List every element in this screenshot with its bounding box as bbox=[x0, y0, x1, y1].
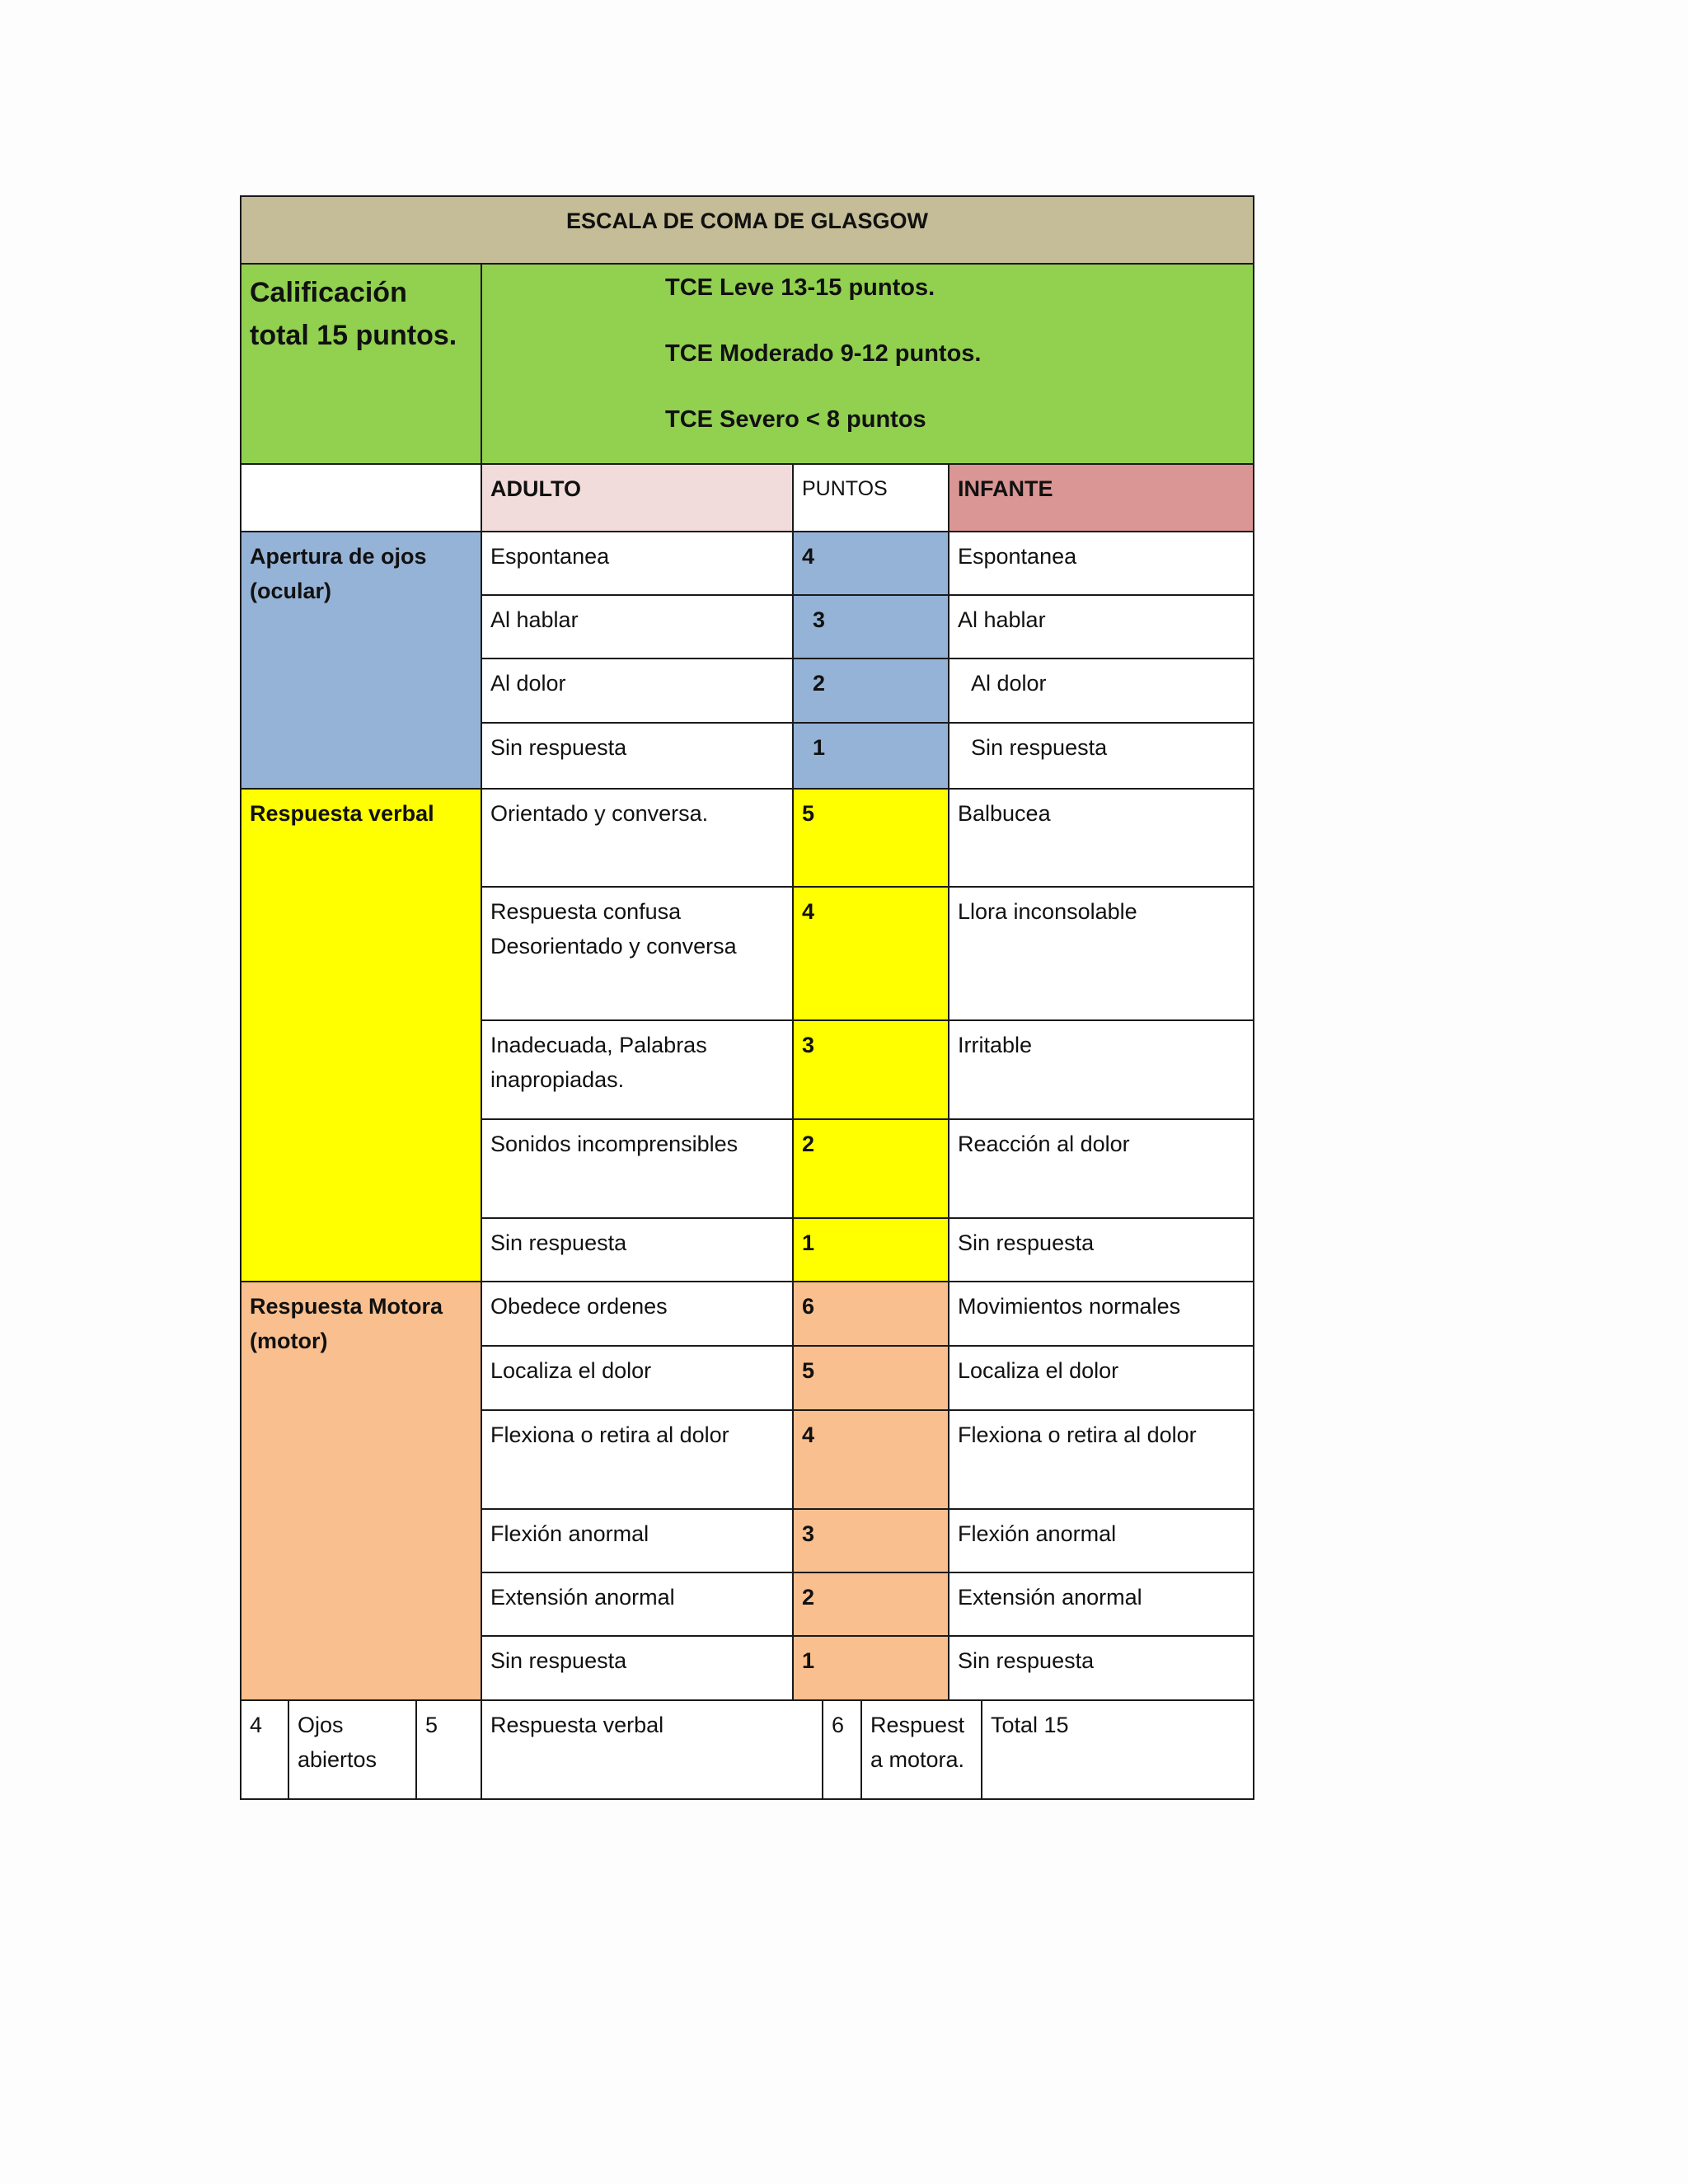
adulto-cell: Espontanea bbox=[481, 532, 793, 595]
severity-level-leve: TCE Leve 13-15 puntos. bbox=[665, 274, 935, 301]
infante-cell: Al hablar bbox=[949, 595, 1254, 658]
summary-ojos-label: Ojos abiertos bbox=[288, 1700, 416, 1799]
infante-cell: Al dolor bbox=[949, 658, 1254, 723]
puntos-cell: 1 bbox=[793, 1636, 949, 1700]
adulto-cell: Inadecuada, Palabras inapropiadas. bbox=[481, 1020, 793, 1119]
puntos-cell: 2 bbox=[793, 658, 949, 723]
puntos-cell: 4 bbox=[793, 532, 949, 595]
table-title: ESCALA DE COMA DE GLASGOW bbox=[241, 196, 1254, 264]
puntos-cell: 5 bbox=[793, 1346, 949, 1410]
infante-cell: Sin respuesta bbox=[949, 1636, 1254, 1700]
infante-cell: Flexión anormal bbox=[949, 1509, 1254, 1572]
summary-table bbox=[240, 1699, 1254, 1800]
puntos-cell: 2 bbox=[793, 1119, 949, 1218]
summary-ojos-num: 4 bbox=[241, 1700, 288, 1799]
puntos-cell: 1 bbox=[793, 1218, 949, 1282]
header-blank bbox=[241, 464, 481, 532]
puntos-cell: 3 bbox=[793, 1509, 949, 1572]
infante-cell: Balbucea bbox=[949, 789, 1254, 887]
severity-levels-cell bbox=[481, 264, 1254, 464]
infante-cell: Extensión anormal bbox=[949, 1572, 1254, 1636]
section-label-ocular: Apertura de ojos (ocular) bbox=[241, 532, 481, 789]
infante-cell: Movimientos normales bbox=[949, 1282, 1254, 1346]
infante-cell: Sin respuesta bbox=[949, 723, 1254, 789]
puntos-cell: 1 bbox=[793, 723, 949, 789]
adulto-cell: Sin respuesta bbox=[481, 723, 793, 789]
puntos-cell: 5 bbox=[793, 789, 949, 887]
summary-total: Total 15 bbox=[982, 1700, 1254, 1799]
adulto-cell: Flexiona o retira al dolor bbox=[481, 1410, 793, 1509]
total-score-cell bbox=[241, 264, 481, 464]
adulto-cell: Sin respuesta bbox=[481, 1218, 793, 1282]
infante-cell: Llora inconsolable bbox=[949, 887, 1254, 1020]
header-infante: INFANTE bbox=[949, 464, 1254, 532]
severity-level-moderado: TCE Moderado 9-12 puntos. bbox=[665, 340, 982, 367]
severity-level-severo: TCE Severo < 8 puntos bbox=[665, 406, 926, 433]
header-adulto: ADULTO bbox=[481, 464, 793, 532]
infante-cell: Espontanea bbox=[949, 532, 1254, 595]
puntos-cell: 4 bbox=[793, 1410, 949, 1509]
infante-cell: Irritable bbox=[949, 1020, 1254, 1119]
adulto-cell: Orientado y conversa. bbox=[481, 789, 793, 887]
puntos-cell: 3 bbox=[793, 1020, 949, 1119]
total-score-label: Calificación total 15 puntos. bbox=[250, 277, 457, 351]
summary-verbal-num: 5 bbox=[416, 1700, 481, 1799]
adulto-cell: Extensión anormal bbox=[481, 1572, 793, 1636]
adulto-cell: Al dolor bbox=[481, 658, 793, 723]
puntos-cell: 4 bbox=[793, 887, 949, 1020]
section-label-motor: Respuesta Motora (motor) bbox=[241, 1282, 481, 1700]
adulto-cell: Obedece ordenes bbox=[481, 1282, 793, 1346]
adulto-cell: Sin respuesta bbox=[481, 1636, 793, 1700]
adulto-cell: Respuesta confusa Desorientado y conversa bbox=[481, 887, 793, 1020]
header-puntos: PUNTOS bbox=[793, 464, 949, 532]
adulto-cell: Sonidos incomprensibles bbox=[481, 1119, 793, 1218]
infante-cell: Localiza el dolor bbox=[949, 1346, 1254, 1410]
section-label-verbal: Respuesta verbal bbox=[241, 789, 481, 1282]
adulto-cell: Flexión anormal bbox=[481, 1509, 793, 1572]
infante-cell: Flexiona o retira al dolor bbox=[949, 1410, 1254, 1509]
summary-motor-label: Respuest a motora. bbox=[861, 1700, 982, 1799]
summary-verbal-label: Respuesta verbal bbox=[481, 1700, 823, 1799]
puntos-cell: 3 bbox=[793, 595, 949, 658]
puntos-cell: 6 bbox=[793, 1282, 949, 1346]
infante-cell: Sin respuesta bbox=[949, 1218, 1254, 1282]
adulto-cell: Localiza el dolor bbox=[481, 1346, 793, 1410]
adulto-cell: Al hablar bbox=[481, 595, 793, 658]
puntos-cell: 2 bbox=[793, 1572, 949, 1636]
infante-cell: Reacción al dolor bbox=[949, 1119, 1254, 1218]
glasgow-document bbox=[240, 195, 1253, 1800]
glasgow-table bbox=[240, 195, 1254, 1701]
summary-motor-num: 6 bbox=[823, 1700, 861, 1799]
